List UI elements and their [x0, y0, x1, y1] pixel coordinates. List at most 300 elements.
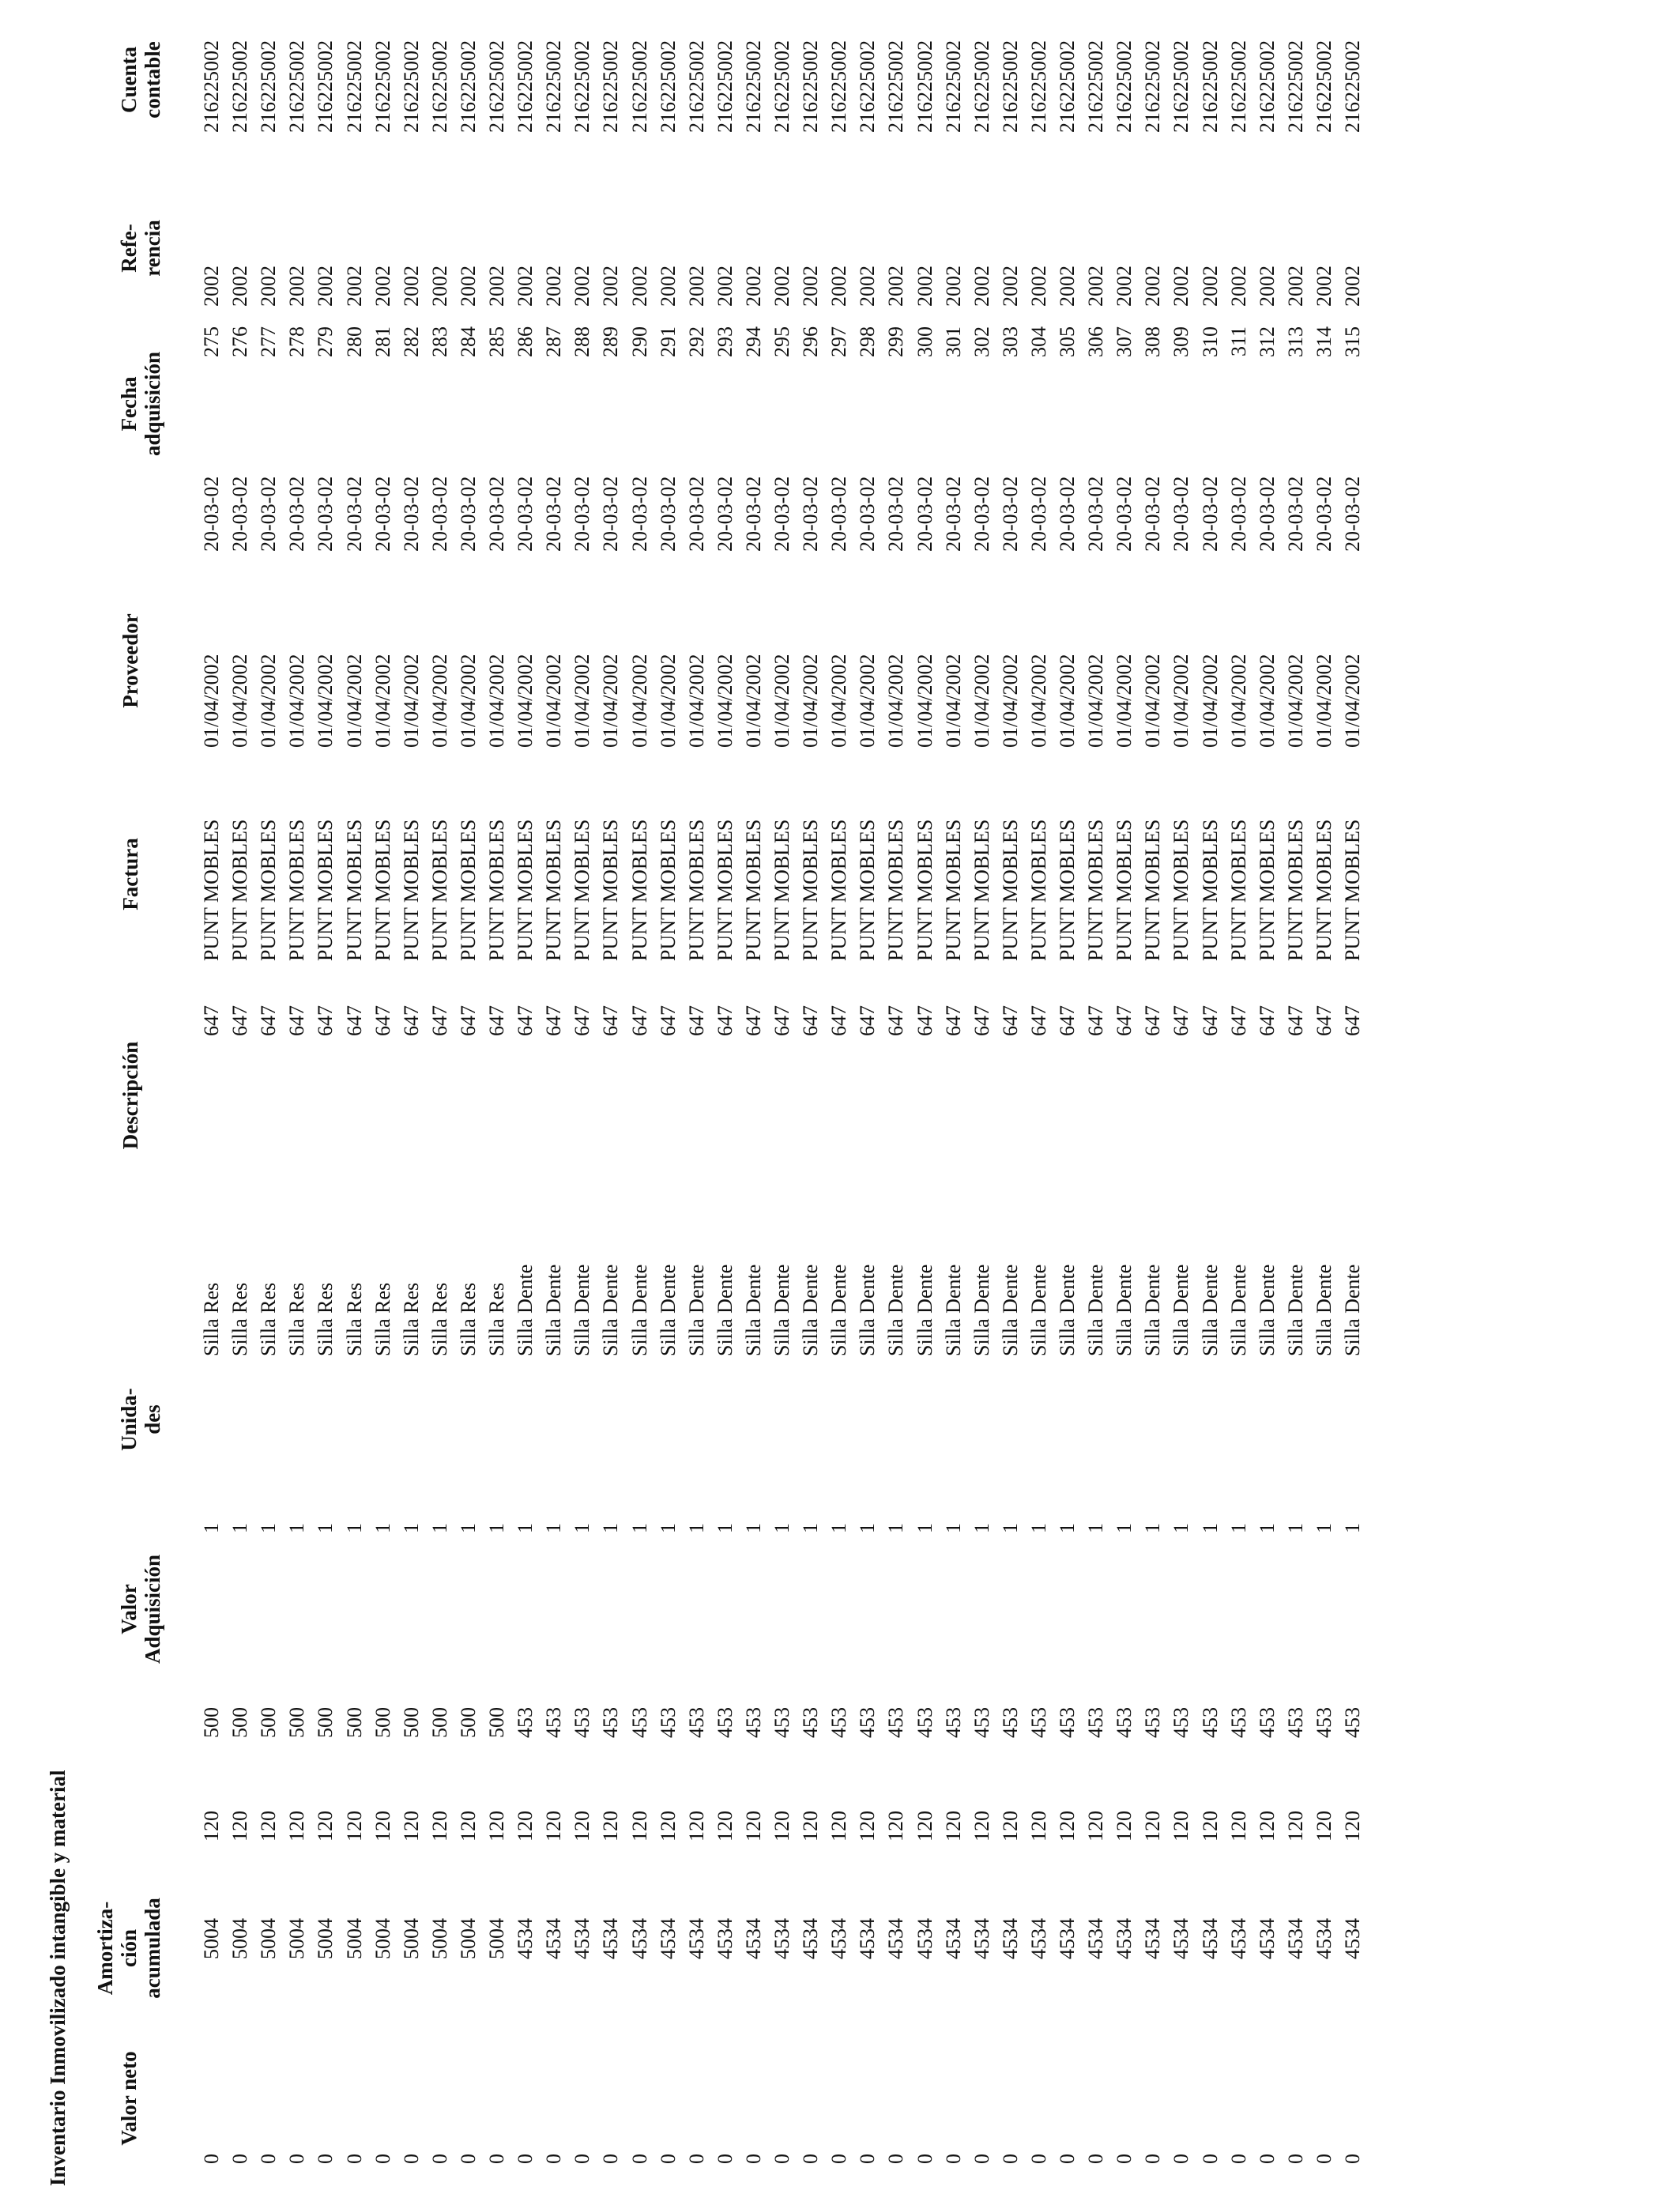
cell-valor-neto: 0	[998, 2154, 1022, 2164]
cell-descripcion: Silla Dente	[1283, 1264, 1307, 1356]
cell-cuenta: 216225002	[200, 40, 223, 133]
cell-valor-adquisicion: 453	[770, 1707, 793, 1738]
header-line: Valor	[117, 1584, 141, 1634]
cell-factura: 647	[741, 1005, 765, 1036]
cell-factura: 647	[1255, 1005, 1279, 1036]
cell-descripcion: Silla Res	[228, 1282, 252, 1356]
cell-descripcion: Silla Dente	[1141, 1264, 1165, 1356]
cell-unidades: 1	[941, 1523, 965, 1533]
cell-proveedor: PUNT MOBLES	[970, 819, 993, 961]
cell-ref-year: 2002	[314, 266, 337, 307]
cell-ref-number: 311	[1226, 326, 1250, 357]
cell-anios: 4	[1283, 1918, 1307, 1928]
cell-anios: 4	[314, 1918, 337, 1928]
cell-ref-number: 300	[913, 326, 936, 357]
cell-factura: 647	[713, 1005, 736, 1036]
cell-proveedor: PUNT MOBLES	[1283, 819, 1307, 961]
cell-factura: 647	[1198, 1005, 1222, 1036]
cell-valor-neto: 0	[257, 2154, 281, 2164]
cell-descripcion: Silla Dente	[1312, 1264, 1335, 1356]
cell-proveedor: PUNT MOBLES	[456, 819, 480, 961]
cell-anios: 4	[542, 1918, 566, 1928]
cell-cuenta: 216225002	[741, 40, 765, 133]
cell-ref-year: 2002	[799, 266, 823, 307]
cell-valor-adquisicion: 453	[799, 1707, 823, 1738]
cell-amortizacion: 500	[428, 1928, 451, 1959]
cell-coeficiente: 120	[884, 1811, 908, 1842]
cell-valor-adquisicion: 453	[1056, 1707, 1079, 1738]
cell-fecha-factura: 01/04/2002	[741, 654, 765, 748]
cell-descripcion: Silla Dente	[741, 1264, 765, 1356]
cell-valor-neto: 0	[656, 2154, 680, 2164]
cell-unidades: 1	[799, 1523, 823, 1533]
cell-fecha-factura: 01/04/2002	[1283, 654, 1307, 748]
cell-amortizacion: 453	[599, 1928, 623, 1959]
cell-valor-adquisicion: 453	[856, 1707, 880, 1738]
cell-ref-number: 282	[399, 326, 423, 357]
cell-ref-number: 283	[428, 326, 451, 357]
cell-valor-neto: 0	[741, 2154, 765, 2164]
cell-anios: 4	[827, 1918, 851, 1928]
cell-valor-neto: 0	[514, 2154, 537, 2164]
cell-ref-number: 310	[1198, 326, 1222, 357]
cell-amortizacion: 500	[314, 1928, 337, 1959]
cell-cuenta: 216225002	[1341, 40, 1364, 133]
cell-descripcion: Silla Dente	[656, 1264, 680, 1356]
cell-factura: 647	[941, 1005, 965, 1036]
cell-amortizacion: 453	[1283, 1928, 1307, 1959]
cell-coeficiente: 120	[456, 1811, 480, 1842]
cell-fecha: 20-03-02	[599, 476, 623, 552]
cell-anios: 4	[770, 1918, 793, 1928]
cell-fecha: 20-03-02	[1312, 476, 1335, 552]
cell-factura: 647	[514, 1005, 537, 1036]
cell-valor-neto: 0	[770, 2154, 793, 2164]
cell-descripcion: Silla Res	[285, 1282, 309, 1356]
cell-fecha: 20-03-02	[1113, 476, 1136, 552]
cell-anios: 4	[1056, 1918, 1079, 1928]
cell-ref-year: 2002	[428, 266, 451, 307]
cell-factura: 647	[257, 1005, 281, 1036]
header-line: Cuenta	[117, 47, 141, 114]
cell-fecha: 20-03-02	[228, 476, 252, 552]
cell-valor-neto: 0	[1283, 2154, 1307, 2164]
cell-valor-adquisicion: 453	[827, 1707, 851, 1738]
cell-valor-neto: 0	[713, 2154, 736, 2164]
cell-proveedor: PUNT MOBLES	[485, 819, 508, 961]
cell-coeficiente: 120	[514, 1811, 537, 1842]
cell-unidades: 1	[741, 1523, 765, 1533]
header-line: rencia	[141, 220, 164, 277]
cell-fecha: 20-03-02	[485, 476, 508, 552]
cell-amortizacion: 453	[1170, 1928, 1193, 1959]
cell-cuenta: 216225002	[713, 40, 736, 133]
cell-proveedor: PUNT MOBLES	[571, 819, 594, 961]
cell-valor-adquisicion: 453	[1084, 1707, 1108, 1738]
cell-valor-adquisicion: 453	[1113, 1707, 1136, 1738]
cell-amortizacion: 453	[542, 1928, 566, 1959]
cell-ref-year: 2002	[1341, 266, 1364, 307]
cell-cuenta: 216225002	[1084, 40, 1108, 133]
cell-unidades: 1	[913, 1523, 936, 1533]
cell-valor-adquisicion: 500	[314, 1707, 337, 1738]
cell-coeficiente: 120	[485, 1811, 508, 1842]
cell-proveedor: PUNT MOBLES	[913, 819, 936, 961]
cell-anios: 4	[913, 1918, 936, 1928]
cell-coeficiente: 120	[371, 1811, 394, 1842]
cell-valor-neto: 0	[941, 2154, 965, 2164]
header-line: des	[141, 1404, 164, 1434]
cell-coeficiente: 120	[770, 1811, 793, 1842]
cell-valor-adquisicion: 453	[514, 1707, 537, 1738]
cell-anios: 4	[514, 1918, 537, 1928]
cell-valor-neto: 0	[627, 2154, 651, 2164]
cell-valor-neto: 0	[1198, 2154, 1222, 2164]
cell-unidades: 1	[1255, 1523, 1279, 1533]
cell-valor-adquisicion: 500	[200, 1707, 223, 1738]
cell-factura: 647	[827, 1005, 851, 1036]
cell-ref-year: 2002	[599, 266, 623, 307]
cell-coeficiente: 120	[428, 1811, 451, 1842]
cell-valor-neto: 0	[799, 2154, 823, 2164]
cell-valor-neto: 0	[856, 2154, 880, 2164]
cell-fecha: 20-03-02	[1283, 476, 1307, 552]
cell-coeficiente: 120	[1312, 1811, 1335, 1842]
cell-valor-adquisicion: 500	[428, 1707, 451, 1738]
cell-amortizacion: 453	[514, 1928, 537, 1959]
cell-proveedor: PUNT MOBLES	[799, 819, 823, 961]
cell-descripcion: Silla Dente	[827, 1264, 851, 1356]
cell-proveedor: PUNT MOBLES	[285, 819, 309, 961]
cell-anios: 4	[1312, 1918, 1335, 1928]
cell-fecha-factura: 01/04/2002	[1198, 654, 1222, 748]
cell-factura: 647	[200, 1005, 223, 1036]
cell-factura: 647	[314, 1005, 337, 1036]
cell-ref-number: 278	[285, 326, 309, 357]
cell-proveedor: PUNT MOBLES	[228, 819, 252, 961]
cell-amortizacion: 500	[228, 1928, 252, 1959]
cell-factura: 647	[1312, 1005, 1335, 1036]
cell-fecha-factura: 01/04/2002	[627, 654, 651, 748]
cell-cuenta: 216225002	[799, 40, 823, 133]
cell-cuenta: 216225002	[1056, 40, 1079, 133]
cell-valor-adquisicion: 453	[970, 1707, 993, 1738]
cell-anios: 4	[1084, 1918, 1108, 1928]
cell-descripcion: Silla Res	[428, 1282, 451, 1356]
cell-valor-neto: 0	[599, 2154, 623, 2164]
cell-fecha-factura: 01/04/2002	[656, 654, 680, 748]
column-header-fecha	[117, 325, 164, 483]
cell-valor-adquisicion: 500	[371, 1707, 394, 1738]
cell-fecha-factura: 01/04/2002	[856, 654, 880, 748]
cell-fecha-factura: 01/04/2002	[684, 654, 708, 748]
cell-factura: 647	[1056, 1005, 1079, 1036]
cell-valor-adquisicion: 453	[1198, 1707, 1222, 1738]
cell-fecha-factura: 01/04/2002	[827, 654, 851, 748]
cell-proveedor: PUNT MOBLES	[257, 819, 281, 961]
cell-valor-adquisicion: 500	[399, 1707, 423, 1738]
cell-ref-year: 2002	[770, 266, 793, 307]
cell-fecha-factura: 01/04/2002	[799, 654, 823, 748]
cell-amortizacion: 453	[627, 1928, 651, 1959]
cell-proveedor: PUNT MOBLES	[770, 819, 793, 961]
cell-anios: 4	[656, 1918, 680, 1928]
cell-ref-year: 2002	[1113, 266, 1136, 307]
cell-anios: 4	[1198, 1918, 1222, 1928]
cell-descripcion: Silla Dente	[1113, 1264, 1136, 1356]
cell-valor-neto: 0	[913, 2154, 936, 2164]
cell-anios: 4	[257, 1918, 281, 1928]
cell-ref-number: 303	[998, 326, 1022, 357]
cell-factura: 647	[627, 1005, 651, 1036]
cell-cuenta: 216225002	[285, 40, 309, 133]
cell-descripcion: Silla Res	[399, 1282, 423, 1356]
cell-ref-number: 305	[1056, 326, 1079, 357]
cell-anios: 4	[970, 1918, 993, 1928]
cell-descripcion: Silla Res	[456, 1282, 480, 1356]
cell-proveedor: PUNT MOBLES	[314, 819, 337, 961]
cell-ref-number: 299	[884, 326, 908, 357]
cell-descripcion: Silla Dente	[1198, 1264, 1222, 1356]
cell-coeficiente: 120	[856, 1811, 880, 1842]
cell-ref-number: 289	[599, 326, 623, 357]
cell-amortizacion: 453	[799, 1928, 823, 1959]
cell-proveedor: PUNT MOBLES	[1198, 819, 1222, 961]
cell-fecha: 20-03-02	[200, 476, 223, 552]
column-header-valor_adq	[117, 1530, 164, 1688]
cell-anios: 4	[371, 1918, 394, 1928]
cell-cuenta: 216225002	[827, 40, 851, 133]
cell-fecha-factura: 01/04/2002	[399, 654, 423, 748]
cell-proveedor: PUNT MOBLES	[684, 819, 708, 961]
cell-valor-neto: 0	[542, 2154, 566, 2164]
cell-fecha-factura: 01/04/2002	[1312, 654, 1335, 748]
header-line: Amortiza-	[93, 1901, 117, 1996]
cell-cuenta: 216225002	[514, 40, 537, 133]
header-line: Proveedor	[119, 613, 142, 708]
cell-proveedor: PUNT MOBLES	[1226, 819, 1250, 961]
cell-coeficiente: 120	[314, 1811, 337, 1842]
cell-valor-adquisicion: 453	[627, 1707, 651, 1738]
cell-descripcion: Silla Res	[257, 1282, 281, 1356]
cell-anios: 4	[1113, 1918, 1136, 1928]
cell-ref-year: 2002	[713, 266, 736, 307]
cell-descripcion: Silla Dente	[941, 1264, 965, 1356]
cell-amortizacion: 500	[257, 1928, 281, 1959]
cell-ref-number: 315	[1341, 326, 1364, 357]
cell-amortizacion: 453	[741, 1928, 765, 1959]
cell-cuenta: 216225002	[1283, 40, 1307, 133]
cell-factura: 647	[799, 1005, 823, 1036]
cell-unidades: 1	[1226, 1523, 1250, 1533]
cell-anios: 4	[428, 1918, 451, 1928]
cell-fecha-factura: 01/04/2002	[314, 654, 337, 748]
cell-ref-year: 2002	[1198, 266, 1222, 307]
cell-fecha: 20-03-02	[684, 476, 708, 552]
cell-anios: 4	[998, 1918, 1022, 1928]
cell-factura: 647	[456, 1005, 480, 1036]
cell-ref-year: 2002	[941, 266, 965, 307]
cell-coeficiente: 120	[1198, 1811, 1222, 1842]
cell-factura: 647	[542, 1005, 566, 1036]
cell-valor-adquisicion: 453	[1341, 1707, 1364, 1738]
cell-fecha: 20-03-02	[627, 476, 651, 552]
cell-coeficiente: 120	[713, 1811, 736, 1842]
cell-coeficiente: 120	[941, 1811, 965, 1842]
cell-valor-neto: 0	[1226, 2154, 1250, 2164]
cell-proveedor: PUNT MOBLES	[1341, 819, 1364, 961]
header-line: Fecha	[117, 376, 141, 432]
cell-fecha: 20-03-02	[371, 476, 394, 552]
cell-factura: 647	[342, 1005, 366, 1036]
cell-valor-neto: 0	[485, 2154, 508, 2164]
cell-fecha-factura: 01/04/2002	[941, 654, 965, 748]
cell-fecha-factura: 01/04/2002	[228, 654, 252, 748]
cell-ref-year: 2002	[285, 266, 309, 307]
header-line: acumulada	[141, 1898, 164, 1999]
cell-ref-year: 2002	[1255, 266, 1279, 307]
cell-anios: 4	[627, 1918, 651, 1928]
cell-ref-number: 285	[485, 326, 508, 357]
cell-ref-number: 304	[1026, 326, 1050, 357]
cell-valor-adquisicion: 500	[257, 1707, 281, 1738]
cell-amortizacion: 453	[684, 1928, 708, 1959]
cell-cuenta: 216225002	[456, 40, 480, 133]
cell-ref-number: 298	[856, 326, 880, 357]
cell-amortizacion: 500	[285, 1928, 309, 1959]
cell-unidades: 1	[1026, 1523, 1050, 1533]
cell-fecha-factura: 01/04/2002	[1341, 654, 1364, 748]
cell-unidades: 1	[884, 1523, 908, 1533]
cell-fecha: 20-03-02	[428, 476, 451, 552]
cell-amortizacion: 453	[827, 1928, 851, 1959]
cell-fecha: 20-03-02	[1255, 476, 1279, 552]
cell-cuenta: 216225002	[1198, 40, 1222, 133]
cell-fecha: 20-03-02	[656, 476, 680, 552]
cell-unidades: 1	[770, 1523, 793, 1533]
cell-fecha-factura: 01/04/2002	[1141, 654, 1165, 748]
cell-factura: 647	[1084, 1005, 1108, 1036]
cell-factura: 647	[485, 1005, 508, 1036]
cell-factura: 647	[1226, 1005, 1250, 1036]
cell-valor-adquisicion: 500	[456, 1707, 480, 1738]
cell-ref-number: 302	[970, 326, 993, 357]
cell-fecha: 20-03-02	[998, 476, 1022, 552]
cell-fecha: 20-03-02	[970, 476, 993, 552]
cell-ref-number: 312	[1255, 326, 1279, 357]
cell-factura: 647	[1026, 1005, 1050, 1036]
cell-coeficiente: 120	[1113, 1811, 1136, 1842]
cell-proveedor: PUNT MOBLES	[200, 819, 223, 961]
cell-fecha-factura: 01/04/2002	[257, 654, 281, 748]
cell-descripcion: Silla Dente	[1226, 1264, 1250, 1356]
cell-ref-year: 2002	[200, 266, 223, 307]
cell-fecha-factura: 01/04/2002	[285, 654, 309, 748]
cell-coeficiente: 120	[342, 1811, 366, 1842]
cell-ref-number: 286	[514, 326, 537, 357]
cell-fecha-factura: 01/04/2002	[1255, 654, 1279, 748]
cell-anios: 4	[1341, 1918, 1364, 1928]
cell-valor-adquisicion: 453	[1255, 1707, 1279, 1738]
cell-fecha: 20-03-02	[342, 476, 366, 552]
cell-ref-number: 294	[741, 326, 765, 357]
cell-descripcion: Silla Dente	[1084, 1264, 1108, 1356]
cell-descripcion: Silla Dente	[913, 1264, 936, 1356]
cell-coeficiente: 120	[998, 1811, 1022, 1842]
cell-proveedor: PUNT MOBLES	[741, 819, 765, 961]
cell-fecha: 20-03-02	[913, 476, 936, 552]
cell-cuenta: 216225002	[856, 40, 880, 133]
cell-amortizacion: 453	[1255, 1928, 1279, 1959]
cell-valor-adquisicion: 500	[485, 1707, 508, 1738]
cell-descripcion: Silla Dente	[1170, 1264, 1193, 1356]
cell-ref-year: 2002	[1312, 266, 1335, 307]
cell-factura: 647	[571, 1005, 594, 1036]
column-header-referencia	[117, 193, 164, 303]
cell-unidades: 1	[827, 1523, 851, 1533]
cell-proveedor: PUNT MOBLES	[1113, 819, 1136, 961]
cell-factura: 647	[856, 1005, 880, 1036]
cell-valor-neto: 0	[1255, 2154, 1279, 2164]
cell-fecha-factura: 01/04/2002	[998, 654, 1022, 748]
cell-ref-year: 2002	[1170, 266, 1193, 307]
cell-amortizacion: 453	[656, 1928, 680, 1959]
cell-anios: 4	[200, 1918, 223, 1928]
cell-unidades: 1	[656, 1523, 680, 1533]
cell-proveedor: PUNT MOBLES	[1255, 819, 1279, 961]
cell-ref-year: 2002	[514, 266, 537, 307]
cell-cuenta: 216225002	[257, 40, 281, 133]
cell-proveedor: PUNT MOBLES	[428, 819, 451, 961]
cell-cuenta: 216225002	[1026, 40, 1050, 133]
cell-anios: 4	[884, 1918, 908, 1928]
cell-ref-number: 296	[799, 326, 823, 357]
cell-fecha-factura: 01/04/2002	[1056, 654, 1079, 748]
cell-ref-number: 306	[1084, 326, 1108, 357]
cell-factura: 647	[1141, 1005, 1165, 1036]
cell-anios: 4	[713, 1918, 736, 1928]
cell-proveedor: PUNT MOBLES	[1312, 819, 1335, 961]
cell-ref-year: 2002	[970, 266, 993, 307]
cell-valor-adquisicion: 453	[571, 1707, 594, 1738]
cell-cuenta: 216225002	[998, 40, 1022, 133]
cell-anios: 4	[342, 1918, 366, 1928]
cell-proveedor: PUNT MOBLES	[627, 819, 651, 961]
cell-ref-year: 2002	[741, 266, 765, 307]
cell-valor-adquisicion: 453	[884, 1707, 908, 1738]
cell-ref-year: 2002	[1026, 266, 1050, 307]
cell-anios: 4	[1226, 1918, 1250, 1928]
cell-cuenta: 216225002	[1255, 40, 1279, 133]
cell-descripcion: Silla Dente	[684, 1264, 708, 1356]
header-line: Adquisición	[141, 1554, 164, 1664]
cell-valor-neto: 0	[399, 2154, 423, 2164]
cell-ref-number: 292	[684, 326, 708, 357]
cell-fecha-factura: 01/04/2002	[342, 654, 366, 748]
cell-anios: 4	[1141, 1918, 1165, 1928]
cell-coeficiente: 120	[285, 1811, 309, 1842]
cell-unidades: 1	[399, 1523, 423, 1533]
cell-cuenta: 216225002	[371, 40, 394, 133]
header-line: ción	[117, 1929, 141, 1968]
cell-valor-neto: 0	[342, 2154, 366, 2164]
cell-amortizacion: 453	[1341, 1928, 1364, 1959]
cell-cuenta: 216225002	[970, 40, 993, 133]
cell-proveedor: PUNT MOBLES	[827, 819, 851, 961]
cell-fecha-factura: 01/04/2002	[599, 654, 623, 748]
cell-fecha-factura: 01/04/2002	[1226, 654, 1250, 748]
cell-proveedor: PUNT MOBLES	[656, 819, 680, 961]
